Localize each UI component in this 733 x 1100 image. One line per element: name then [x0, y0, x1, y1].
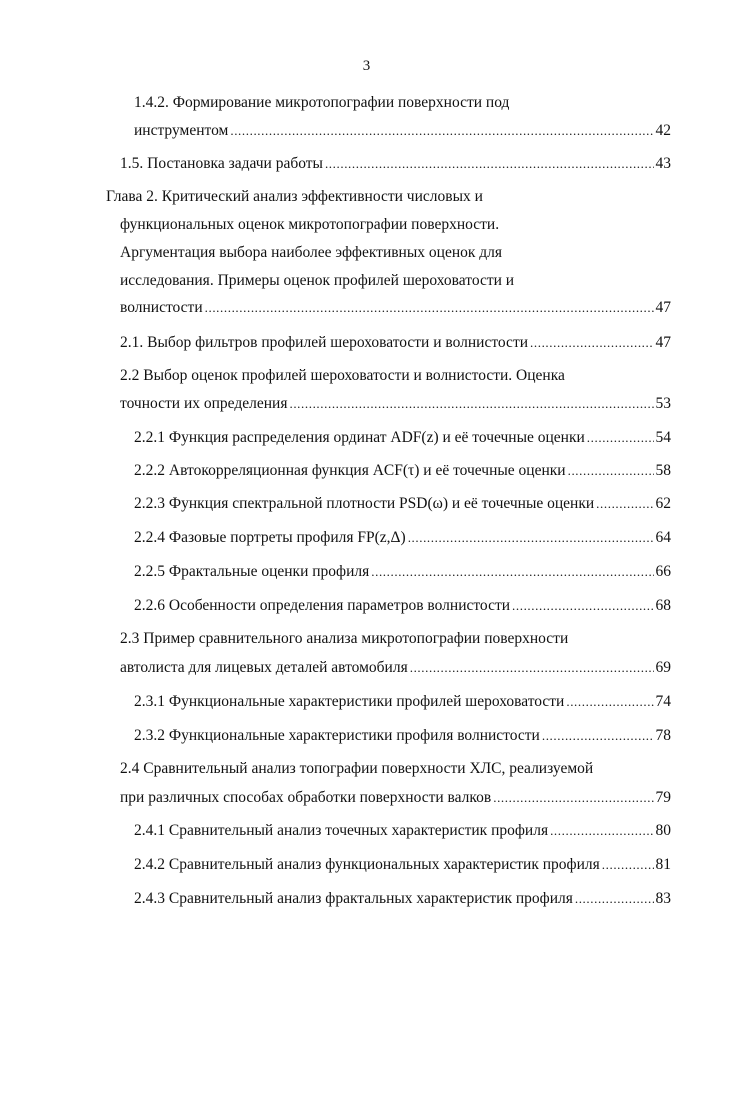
- dot-leader: [410, 660, 654, 676]
- toc-page-ref: 83: [655, 890, 671, 907]
- toc-entry-text: 2.2.5 Фрактальные оценки профиля: [134, 563, 370, 580]
- toc-entry-line: [134, 462, 671, 480]
- toc-page-ref: 69: [655, 659, 671, 676]
- toc-entry-text: 2.2.1 Функция распределения ординат ADF(z) и её точечные оценки: [134, 429, 585, 446]
- toc-page-ref: 47: [655, 334, 671, 351]
- toc-entry-text: 2.4.2 Сравнительный анализ функциональных характеристик профиля: [134, 856, 600, 873]
- toc-page-ref: 62: [655, 495, 671, 512]
- toc-page-ref: 54: [655, 429, 671, 446]
- toc-entry-text: инструментом: [134, 122, 229, 139]
- page-number: 3: [362, 58, 371, 74]
- toc-entry-text: при различных способах обработки поверхности валков: [120, 789, 492, 806]
- dot-leader: [575, 891, 654, 907]
- toc-entry-line: [134, 495, 671, 513]
- toc-entry-text: 2.2.6 Особенности определения параметров волнистости: [134, 597, 511, 614]
- toc-entry-line: [134, 693, 671, 711]
- toc-entry-line: [134, 727, 671, 745]
- toc-page-ref: 80: [655, 822, 671, 839]
- toc-entry-text: 2.1. Выбор фильтров профилей шероховатости и волнистости: [120, 334, 529, 351]
- toc-entry-line: [134, 529, 671, 547]
- toc-entry-text: исследования. Примеры оценок профилей шероховатости и: [120, 272, 515, 289]
- dot-leader: [596, 496, 653, 512]
- toc-page-ref: 74: [655, 693, 671, 710]
- dot-leader: [566, 694, 653, 710]
- toc-page-ref: 53: [655, 395, 671, 412]
- toc-entry-text: точности их определения: [120, 395, 288, 412]
- toc-entry-text: функциональных оценок микротопографии поверхности.: [120, 216, 500, 233]
- toc-entry-line: [134, 822, 671, 840]
- toc-entry-text: волнистости: [120, 299, 203, 316]
- toc-entry-line: [134, 890, 671, 908]
- toc-entry-text: Глава 2. Критический анализ эффективности числовых и: [106, 188, 483, 205]
- dot-leader: [568, 463, 654, 479]
- dot-leader: [530, 335, 653, 351]
- toc-entry-text: автолиста для лицевых деталей автомобиля: [120, 659, 408, 676]
- toc-entry-text: 2.2.4 Фазовые портреты профиля FP(z,Δ): [134, 529, 406, 546]
- toc-entry-text: 2.2.3 Функция спектральной плотности PSD(ω) и её точечные оценки: [134, 495, 595, 512]
- toc-entry-line: [120, 395, 671, 413]
- toc-entry-line: [134, 429, 671, 447]
- toc-page-ref: 68: [655, 597, 671, 614]
- toc-entry-line: [134, 122, 671, 140]
- toc-page-ref: 58: [655, 462, 671, 479]
- toc-entry-text: Аргументация выбора наиболее эффективных оценок для: [120, 244, 503, 261]
- toc-entry-line: [120, 789, 671, 807]
- toc-page-ref: 42: [655, 122, 671, 139]
- dot-leader: [493, 790, 653, 806]
- toc-entry-line: [120, 299, 671, 317]
- toc-entry-text: 2.3.1 Функциональные характеристики профилей шероховатости: [134, 693, 565, 710]
- toc-page-ref: 79: [655, 789, 671, 806]
- dot-leader: [550, 823, 653, 839]
- toc-entry-line: [120, 334, 671, 352]
- toc-entry-line: [134, 597, 671, 615]
- dot-leader: [587, 430, 654, 446]
- dot-leader: [205, 300, 654, 316]
- toc-entry-line: [120, 659, 671, 677]
- toc-page-ref: 66: [655, 563, 671, 580]
- dot-leader: [230, 123, 653, 139]
- toc-page-ref: 64: [655, 529, 671, 546]
- toc-entry-line: [120, 155, 671, 173]
- dot-leader: [325, 156, 654, 172]
- toc-entry-line: [134, 563, 671, 581]
- dot-leader: [512, 598, 653, 614]
- dot-leader: [542, 728, 654, 744]
- toc-page-ref: 81: [655, 856, 671, 873]
- toc-entry-text: 2.4.1 Сравнительный анализ точечных характеристик профиля: [134, 822, 549, 839]
- toc-page-ref: 43: [655, 155, 671, 172]
- toc-entry-text: 2.4.3 Сравнительный анализ фрактальных характеристик профиля: [134, 890, 573, 907]
- dot-leader: [371, 564, 653, 580]
- toc-entry-text: 2.3 Пример сравнительного анализа микротопографии поверхности: [120, 630, 569, 647]
- toc-entry-text: 2.4 Сравнительный анализ топографии поверхности ХЛС, реализуемой: [120, 760, 594, 777]
- toc-entry-text: 1.5. Постановка задачи работы: [120, 155, 323, 172]
- dot-leader: [408, 530, 654, 546]
- toc-entry-text: 2.3.2 Функциональные характеристики профиля волнистости: [134, 727, 540, 744]
- toc-entry-text: 1.4.2. Формирование микротопографии поверхности под: [134, 94, 510, 111]
- dot-leader: [602, 857, 654, 873]
- toc-entry-line: [134, 856, 671, 874]
- toc-page-ref: 47: [655, 299, 671, 316]
- dot-leader: [289, 396, 653, 412]
- toc-entry-text: 2.2 Выбор оценок профилей шероховатости и волнистости. Оценка: [120, 367, 565, 384]
- toc-page-ref: 78: [655, 727, 671, 744]
- toc-entry-text: 2.2.2 Автокорреляционная функция ACF(τ) и её точечные оценки: [134, 462, 566, 479]
